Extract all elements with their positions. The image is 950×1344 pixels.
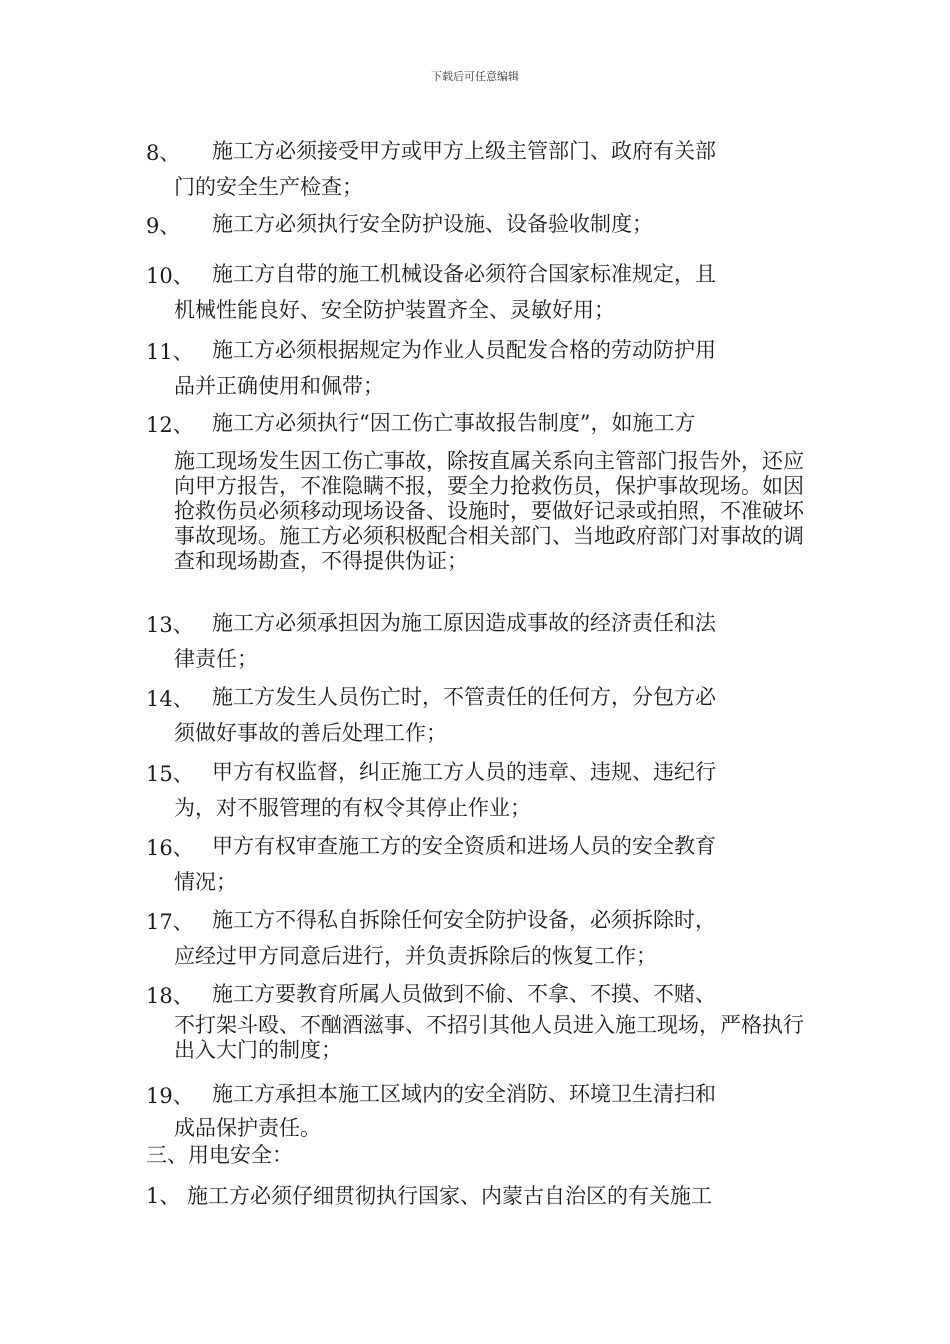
item-first-line: 甲方有权监督，纠正施工方人员的违章、违规、违纪行 bbox=[212, 760, 716, 784]
list-item bbox=[146, 828, 810, 900]
page-header: 下载后可任意编辑 bbox=[431, 70, 519, 83]
list-item bbox=[146, 902, 810, 974]
item-first-line: 施工方必须根据规定为作业人员配发合格的劳动防护用 bbox=[212, 338, 716, 362]
item-first-line: 施工方自带的施工机械设备必须符合国家标准规定，且 bbox=[212, 262, 716, 286]
list-item bbox=[146, 754, 810, 826]
item-continuation: 施工现场发生因工伤亡事故，除按直属关系向主管部门报告外，还应向甲方报告，不准隐瞒不报，要全力抢救伤员，保护事故现场。如因抢救伤员必须移动现场设备、设施时，要做好记录或拍照，不准破坏事故现场。施工方必须积极配合相关部门、当地政府部门对事故的调查和现场勘查，不得提供伪证； bbox=[174, 449, 804, 573]
item-first-line: 施工方必须接受甲方或甲方上级主管部门、政府有关部 bbox=[212, 139, 716, 163]
item-continuation: 为，对不服管理的有权令其停止作业； bbox=[174, 796, 531, 820]
section-title: 三、用电安全： bbox=[146, 1143, 293, 1167]
item-number: 11、 bbox=[146, 340, 194, 364]
item-number: 13、 bbox=[146, 613, 194, 637]
item-number: 15、 bbox=[146, 762, 194, 786]
list-item bbox=[146, 133, 810, 205]
item-number: 14、 bbox=[146, 687, 194, 711]
item-number: 17、 bbox=[146, 910, 194, 934]
item-continuation: 不打架斗殴、不酗酒滋事、不招引其他人员进入施工现场，严格执行出入大门的制度； bbox=[174, 1013, 804, 1062]
list-item bbox=[146, 332, 810, 404]
item-number: 9、 bbox=[146, 214, 181, 238]
item-continuation: 应经过甲方同意后进行，并负责拆除后的恢复工作； bbox=[174, 944, 657, 968]
item-first-line: 施工方必须执行安全防护设施、设备验收制度； bbox=[212, 212, 653, 236]
item-continuation: 须做好事故的善后处理工作； bbox=[174, 721, 447, 745]
item-number: 18、 bbox=[146, 984, 194, 1008]
item-first-line: 甲方有权审查施工方的安全资质和进场人员的安全教育 bbox=[212, 834, 716, 858]
item-continuation: 门的安全生产检查； bbox=[174, 175, 363, 199]
item-number: 8、 bbox=[146, 141, 181, 165]
list-item bbox=[146, 405, 810, 574]
item-first-line: 施工方必须承担因为施工原因造成事故的经济责任和法 bbox=[212, 611, 716, 635]
item-continuation: 机械性能良好、安全防护装置齐全、灵敏好用； bbox=[174, 298, 615, 322]
list-item bbox=[146, 256, 810, 328]
item-continuation: 成品保护责任。 bbox=[174, 1116, 321, 1140]
item-number: 19、 bbox=[146, 1084, 194, 1108]
item-continuation: 律责任； bbox=[174, 647, 258, 671]
list-item bbox=[146, 1076, 810, 1144]
item-continuation: 情况； bbox=[174, 870, 237, 894]
item-first-line: 施工方不得私自拆除任何安全防护设备，必须拆除时， bbox=[212, 908, 716, 932]
item-continuation: 品并正确使用和佩带； bbox=[174, 374, 384, 398]
item-first-line: 施工方承担本施工区域内的安全消防、环境卫生清扫和 bbox=[212, 1082, 716, 1106]
item-number: 10、 bbox=[146, 264, 194, 288]
list-item bbox=[146, 679, 810, 751]
item-first-line: 施工方必须执行“因工伤亡事故报告制度”，如施工方 bbox=[212, 411, 696, 435]
item-number: 12、 bbox=[146, 413, 194, 437]
paragraph: 1、 施工方必须仔细贯彻执行国家、内蒙古自治区的有关施工 bbox=[146, 1184, 713, 1208]
item-first-line: 施工方要教育所属人员做到不偷、不拿、不摸、不赌、 bbox=[212, 982, 716, 1006]
list-item bbox=[146, 976, 810, 1063]
item-first-line: 施工方发生人员伤亡时，不管责任的任何方，分包方必 bbox=[212, 685, 716, 709]
list-item bbox=[146, 605, 810, 677]
item-number: 16、 bbox=[146, 836, 194, 860]
list-item bbox=[146, 206, 810, 242]
